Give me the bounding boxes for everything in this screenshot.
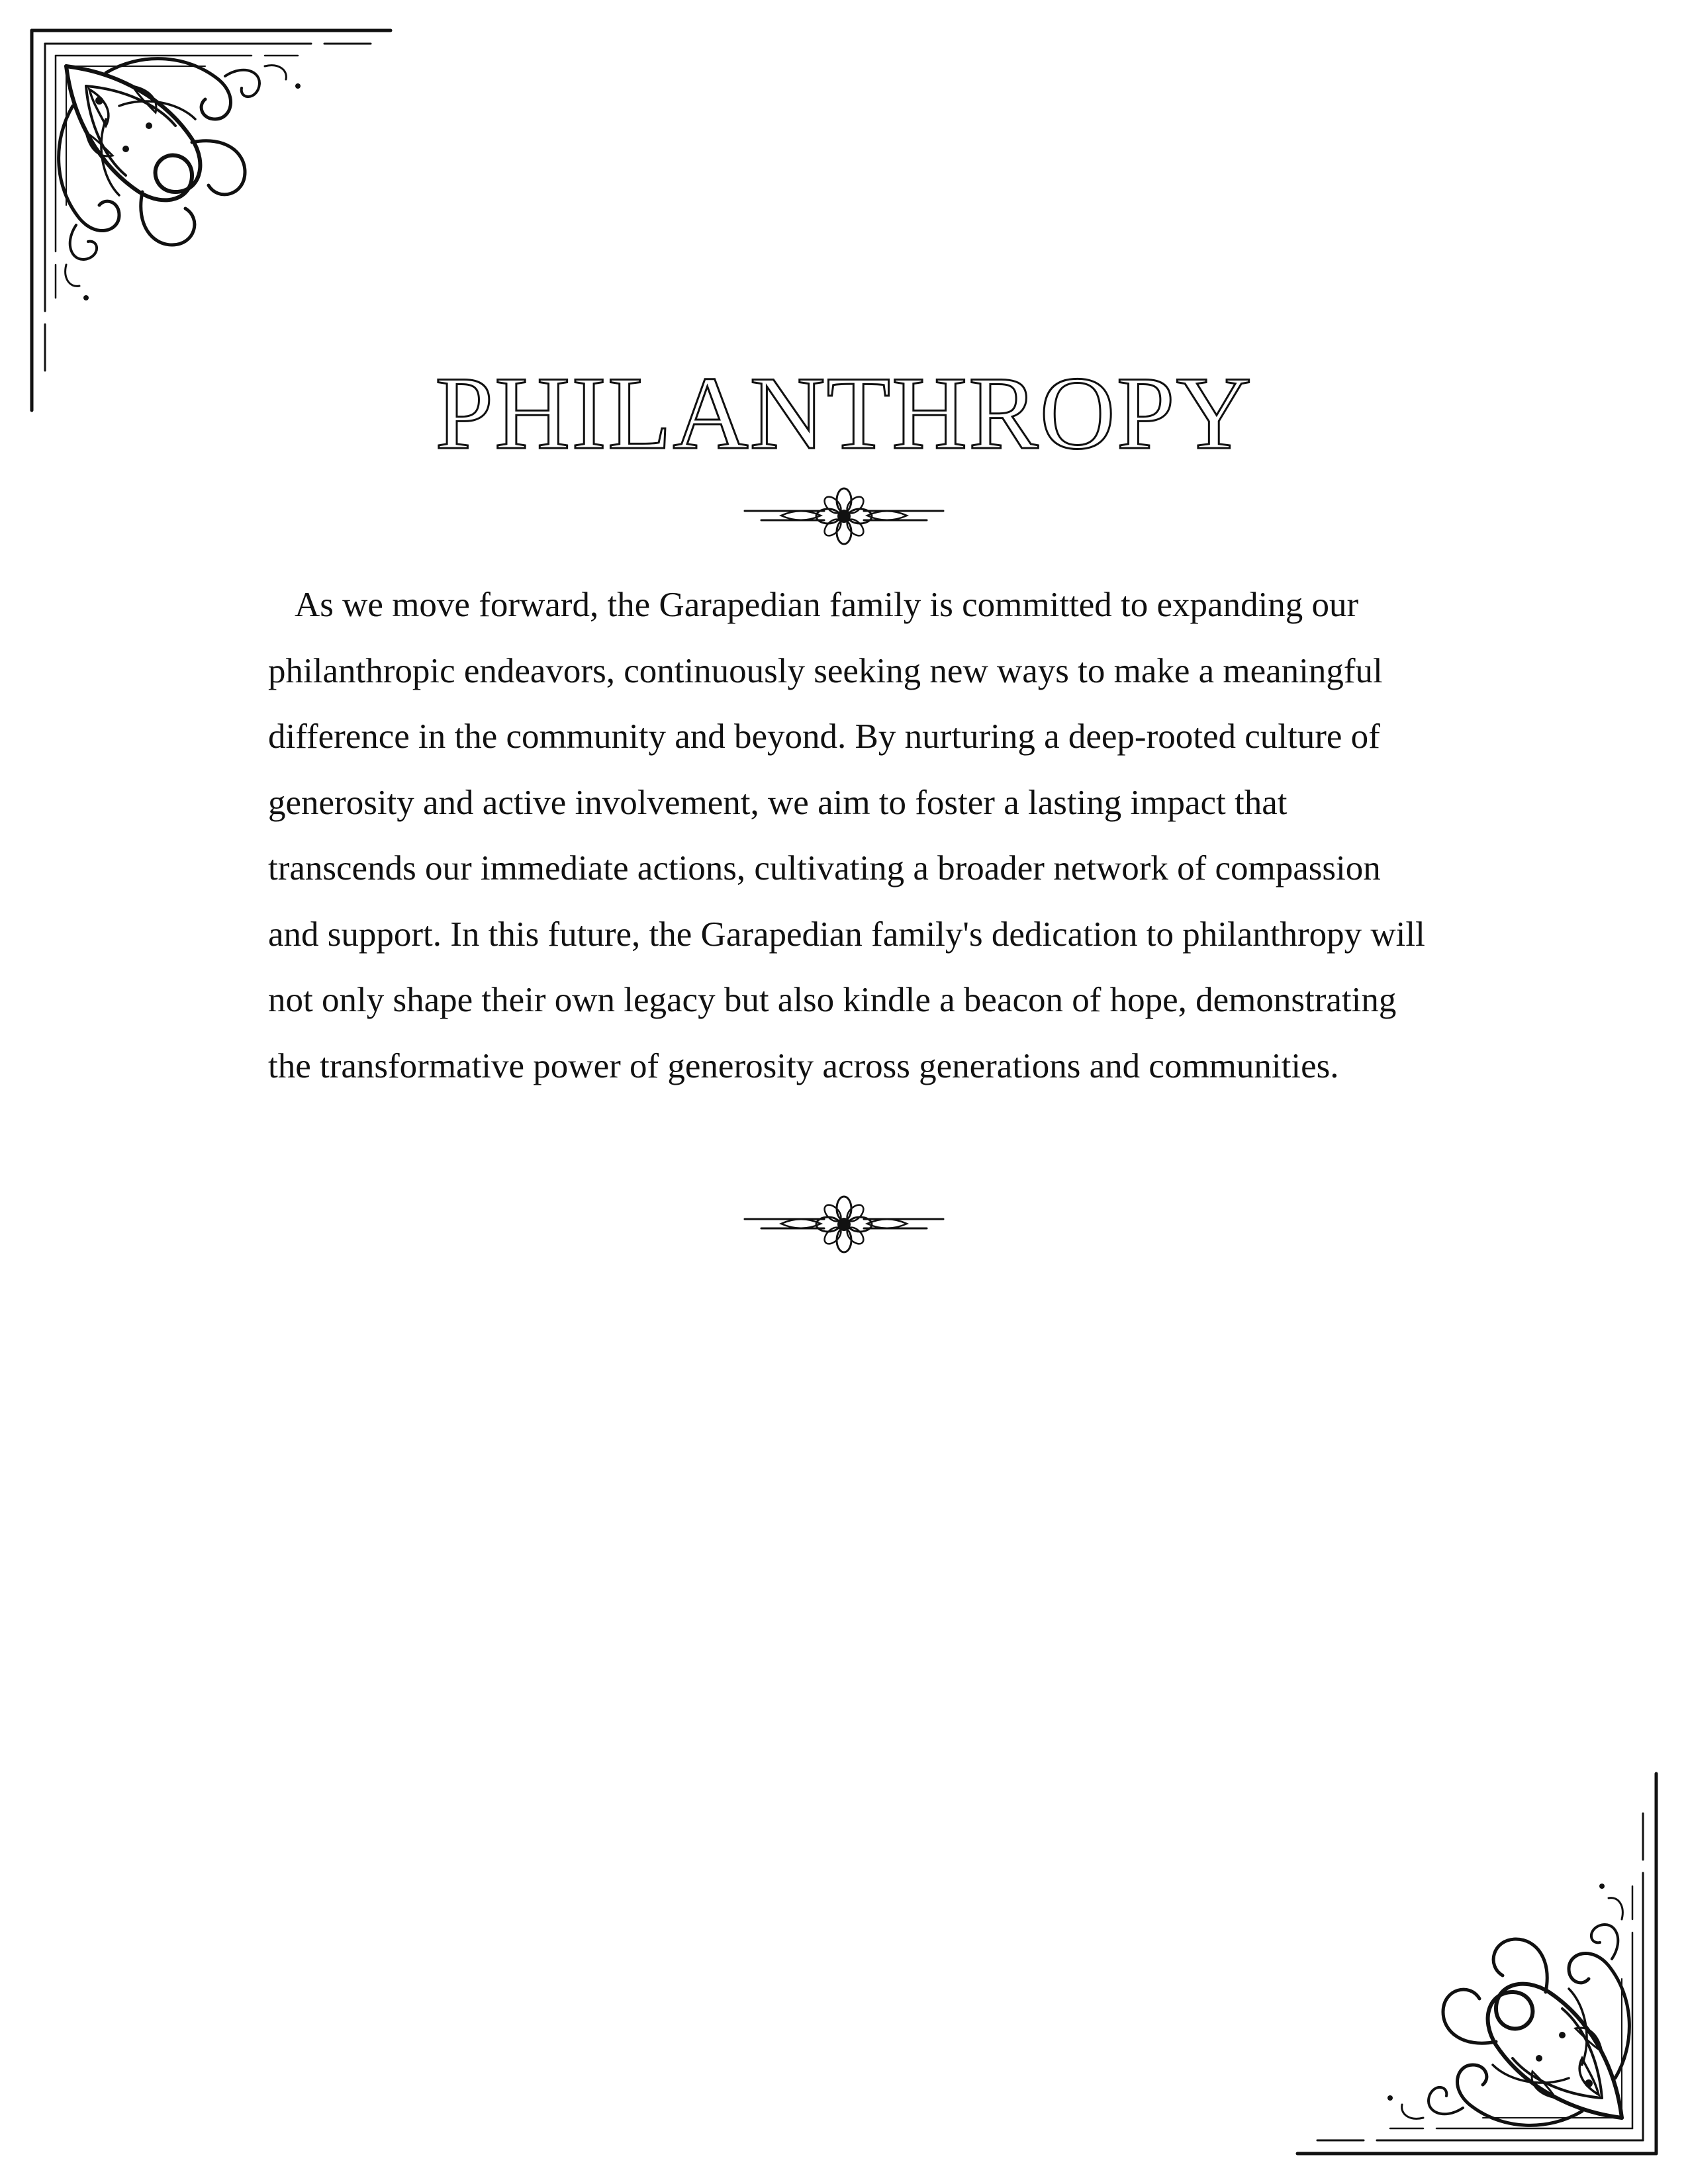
ornate-corner-bottom-right-icon <box>1291 1767 1662 2158</box>
page-title: PHILANTHROPY <box>435 355 1253 471</box>
flower-divider-bottom-icon <box>741 1191 947 1257</box>
ornate-corner-top-left-icon <box>26 26 397 417</box>
body-paragraph: As we move forward, the Garapedian family is committed to expanding our philanthropic endeavors, continuously seeking new ways to make a meaningful difference in the community and beyond. By nurturing a deep-rooted culture of generosity and active involvement, we aim to foster a lasting impact that transcends our immediate actions, cultivating a broader network of compassion and support. In this future, the Garapedian family's dedication to philanthropy will not only shape their own legacy but also kindle a beacon of hope, demonstrating the transformative power of generosity across generations and communities. <box>268 586 1425 1085</box>
flower-divider-top-icon <box>741 483 947 549</box>
